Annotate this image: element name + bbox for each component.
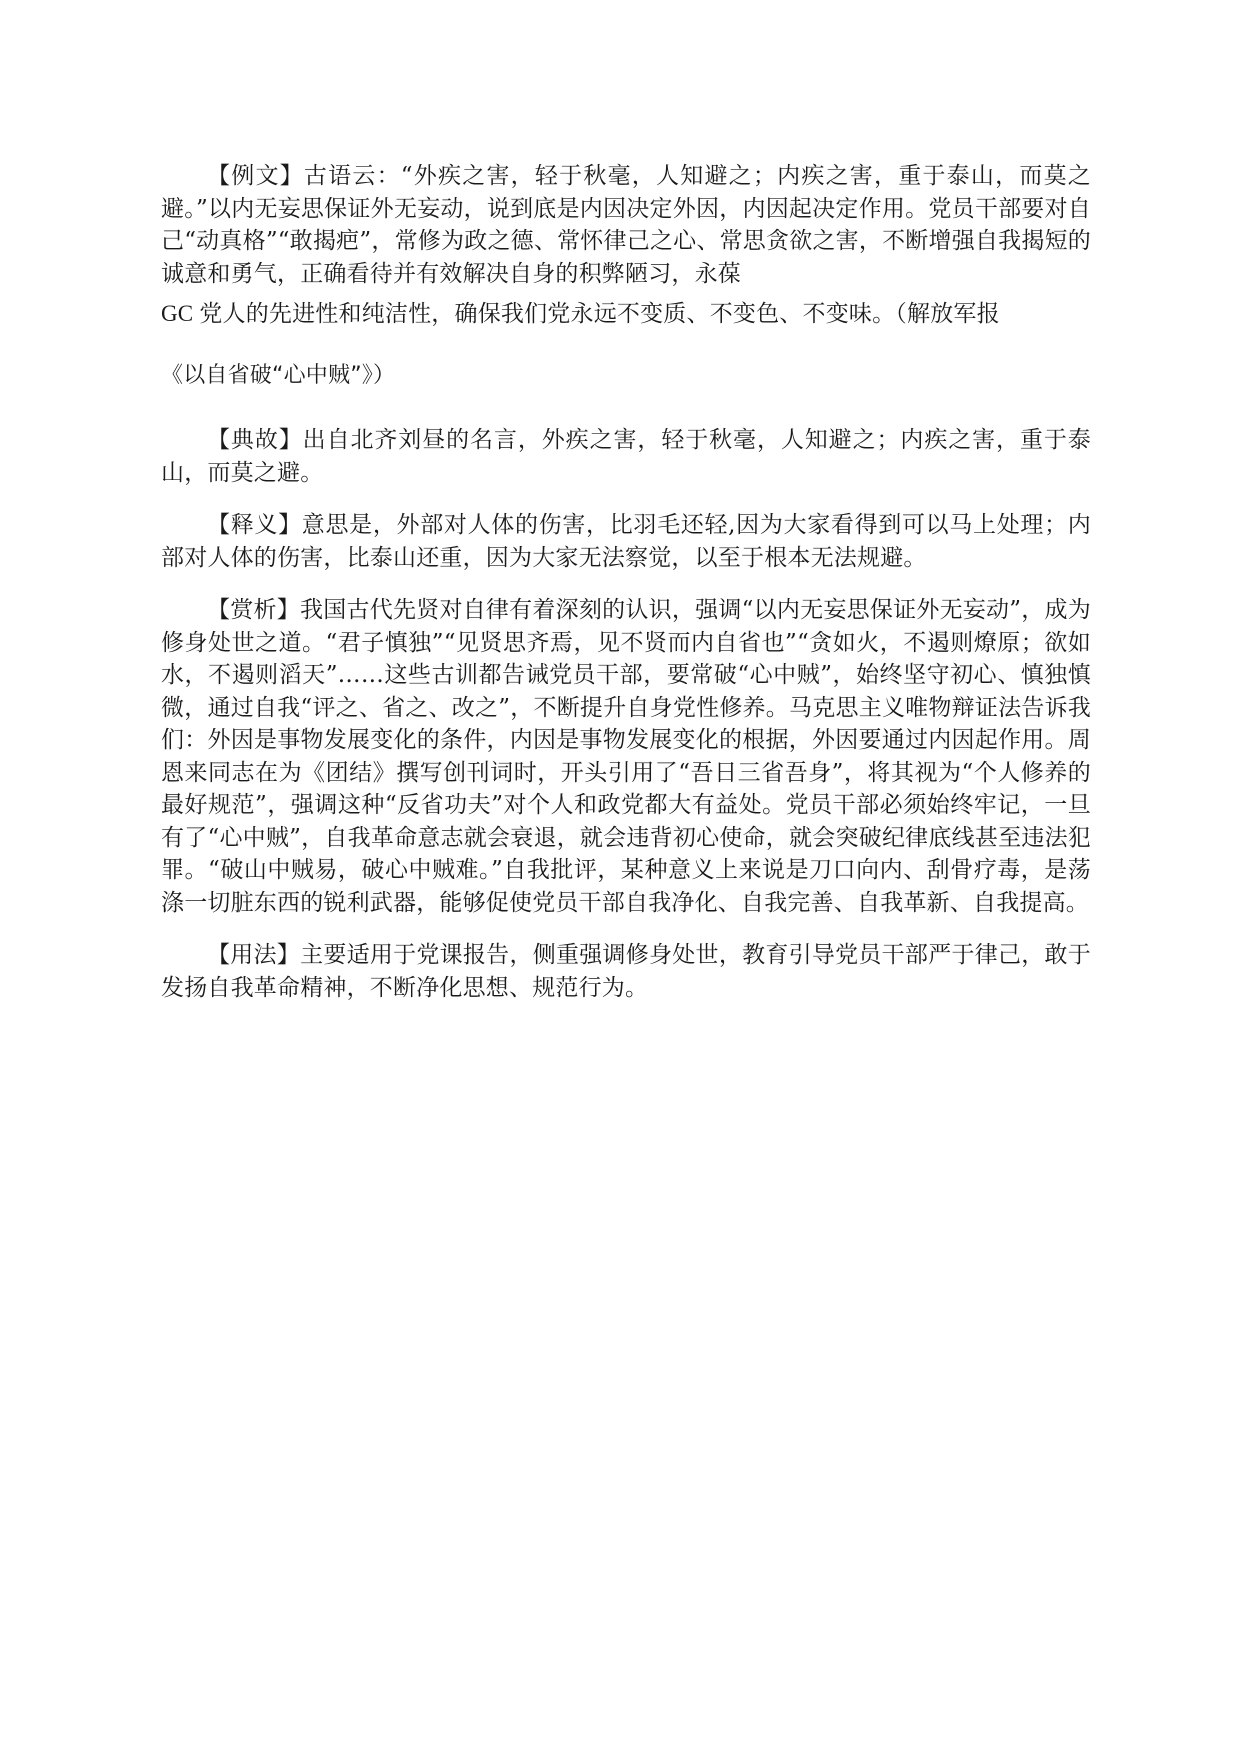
allusion-text: 出自北齐刘昼的名言，外疾之害，轻于秋毫，人知避之；内疾之害，重于泰山，而莫之避。	[161, 427, 1091, 486]
example-paragraph	[161, 160, 1091, 290]
example-tag: 【例文】	[207, 163, 304, 189]
example-source: 《以自省破“心中贼”》）	[161, 363, 396, 388]
meaning-tag: 【释义】	[207, 512, 302, 538]
document-body	[161, 160, 1091, 1004]
meaning-paragraph	[161, 509, 1091, 574]
allusion-tag: 【典故】	[207, 427, 303, 453]
example-text: 古语云：“外疾之害，轻于秋毫，人知避之；内疾之害，重于泰山，而莫之避。”以内无妄思保证外无妄动，说到底是内因决定外因，内因起决定作用。党员干部要对自己“动真格”“敢揭疤”，常修为政之德、常怀律己之心、常思贪欲之害，不断增强自我揭短的诚意和勇气，正确看待并有效解决自身的积弊陋习，永葆	[161, 163, 1092, 287]
meaning-text: 意思是，外部对人体的伤害，比羽毛还轻,因为大家看得到可以马上处理；内部对人体的伤害，比泰山还重，因为大家无法察觉，以至于根本无法规避。	[161, 512, 1091, 571]
usage-paragraph	[161, 939, 1091, 1004]
example-continuation: GC 党人的先进性和纯洁性，确保我们党永远不变质、不变色、不变味。（解放军报	[161, 301, 1000, 326]
usage-tag: 【用法】	[207, 942, 301, 968]
usage-text: 主要适用于党课报告，侧重强调修身处世，教育引导党员干部严于律己，敢于发扬自我革命精神，不断净化思想、规范行为。	[161, 942, 1091, 1001]
allusion-paragraph	[161, 424, 1091, 489]
analysis-paragraph	[161, 594, 1091, 919]
analysis-text: 我国古代先贤对自律有着深刻的认识，强调“以内无妄思保证外无妄动”，成为修身处世之道。“君子慎独”“见贤思齐焉，见不贤而内自省也”“贪如火，不遏则燎原；欲如水，不遏则滔天”……这些古训都告诫党员干部，要常破“心中贼”，始终坚守初心、慎独慎微，通过自我“评之、省之、改之”，不断提升自身党性修养。马克思主义唯物辩证法告诉我们：外因是事物发展变化的条件，内因是事物发展变化的根据，外因要通过内因起作用。周恩来同志在为《团结》撰写创刊词时，开头引用了“吾日三省吾身”，将其视为“个人修养的最好规范”，强调这种“反省功夫”对个人和政党都大有益处。党员干部必须始终牢记，一旦有了“心中贼”，自我革命意志就会衰退，就会违背初心使命，就会突破纪律底线甚至违法犯罪。“破山中贼易，破心中贼难。”自我批评，某种意义上来说是刀口向内、刮骨疗毒，是荡涤一切脏东西的锐利武器，能够促使党员干部自我净化、自我完善、自我革新、自我提高。	[161, 597, 1091, 916]
analysis-tag: 【赏析】	[207, 597, 300, 623]
